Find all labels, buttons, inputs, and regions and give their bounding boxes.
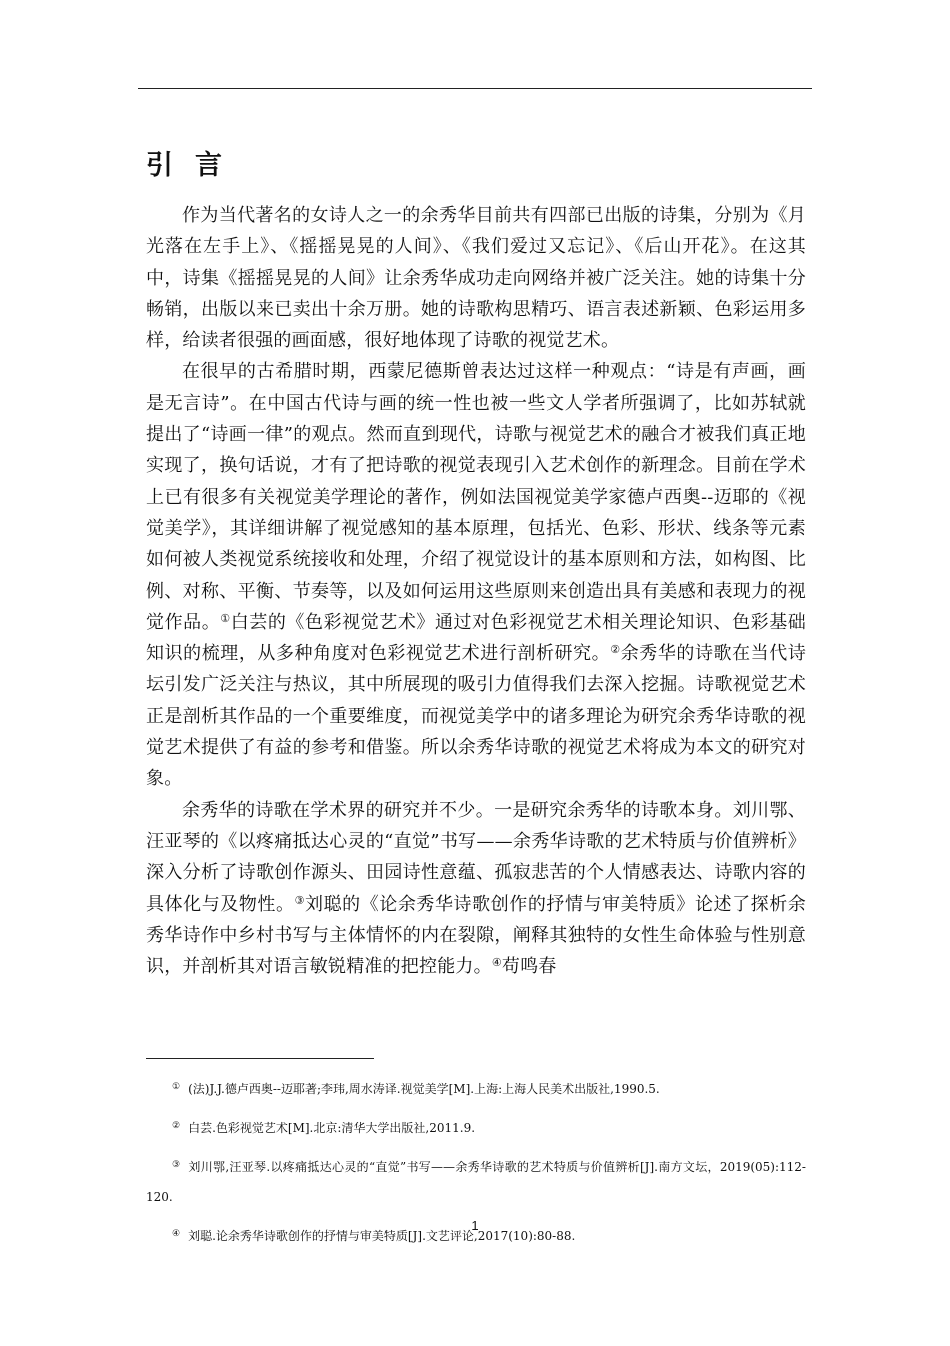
paragraph — [146, 795, 806, 983]
paragraph — [146, 200, 806, 356]
paragraph-text: 在很早的古希腊时期，西蒙尼德斯曾表达过这样一种观点：“诗是有声画，画是无言诗”。在中国古代诗与画的统一性也被一些文人学者所强调了，比如苏轼就提出了“诗画一律”的观点。然而直到现代，诗歌与视觉艺术的融合才被我们真正地实现了，换句话说，才有了把诗歌的视觉表现引入艺术创作的新理念。目前在学术上已有很多有关视觉美学理论的著作，例如法国视觉美学家德卢西奥--迈耶的《视觉美学》，其详细讲解了视觉感知的基本原理，包括光、色彩、形状、线条等元素如何被人类视觉系统接收和处理，介绍了视觉设计的基本原则和方法，如构图、比例、对称、平衡、节奏等，以及如何运用这些原则来创造出具有美感和表现力的视觉作品。 — [146, 361, 806, 633]
footnote-text: 白芸.色彩视觉艺术[M].北京:清华大学出版社,2011.9. — [188, 1121, 476, 1135]
footnote-reference: ② — [610, 643, 621, 657]
body-text — [146, 200, 806, 982]
footnote — [146, 1152, 806, 1212]
page-number: 1 — [471, 1218, 479, 1233]
paragraph-text: 余秀华的诗歌在学术界的研究并不少。一是研究余秀华的诗歌本身。刘川鄂、汪亚琴的《以疼痛抵达心灵的“直觉”书写——余秀华诗歌的艺术特质与价值辨析》深入分析了诗歌创作源头、田园诗性意蕴、孤寂悲苦的个人情感表达、诗歌内容的具体化与及物性。 — [146, 799, 806, 915]
header-rule — [138, 88, 812, 89]
paragraph-text: 白芸的《色彩视觉艺术》通过对色彩视觉艺术相关理论知识、色彩基础知识的梳理，从多种角度对色彩视觉艺术进行剖析研究。 — [146, 611, 806, 665]
footnote-text: 刘聪.论余秀华诗歌创作的抒情与审美特质[J].文艺评论,2017(10):80-88. — [188, 1229, 576, 1243]
footnote-mark: ① — [172, 1081, 181, 1092]
paragraph — [146, 356, 806, 794]
footnote — [146, 1113, 806, 1143]
footnote-reference: ④ — [491, 956, 502, 970]
footnote-mark: ② — [172, 1120, 181, 1131]
paragraph-text: 作为当代著名的女诗人之一的余秀华目前共有四部已出版的诗集，分别为《月光落在左手上》、《摇摇晃晃的人间》、《我们爱过又忘记》、《后山开花》。在这其中，诗集《摇摇晃晃的人间》让余秀华成功走向网络并被广泛关注。她的诗集十分畅销，出版以来已卖出十余万册。她的诗歌构思精巧、语言表述新颖、色彩运用多样，给读者很强的画面感，很好地体现了诗歌的视觉艺术。 — [146, 205, 806, 352]
footnote-text: 刘川鄂,汪亚琴.以疼痛抵达心灵的“直觉”书写——余秀华诗歌的艺术特质与价值辨析[J].南方文坛，2019(05):112-120. — [146, 1160, 806, 1204]
footnote-reference: ① — [220, 611, 231, 625]
paragraph-text: 余秀华的诗歌在当代诗坛引发广泛关注与热议，其中所展现的吸引力值得我们去深入挖掘。诗歌视觉艺术正是剖析其作品的一个重要维度，而视觉美学中的诸多理论为研究余秀华诗歌的视觉艺术提供了有益的参考和借鉴。所以余秀华诗歌的视觉艺术将成为本文的研究对象。 — [146, 643, 807, 790]
section-heading: 引言 — [146, 150, 244, 181]
footnote — [146, 1074, 806, 1104]
paragraph-text: 刘聪的《论余秀华诗歌创作的抒情与审美特质》论述了探析余秀华诗作中乡村书写与主体情怀的内在裂隙，阐释其独特的女性生命体验与性别意识，并剖析其对语言敏锐精准的把控能力。 — [146, 893, 806, 978]
footnote-separator — [146, 1058, 374, 1059]
paragraph-text: 苟鸣春 — [501, 956, 557, 978]
footnote-text: (法)J.J.德卢西奥--迈耶著;李玮,周水涛译.视觉美学[M].上海:上海人民美术出版社,1990.5. — [188, 1082, 660, 1096]
footnote-mark: ③ — [172, 1159, 181, 1170]
footnote-mark: ④ — [172, 1228, 181, 1239]
footnote-reference: ③ — [294, 893, 305, 907]
